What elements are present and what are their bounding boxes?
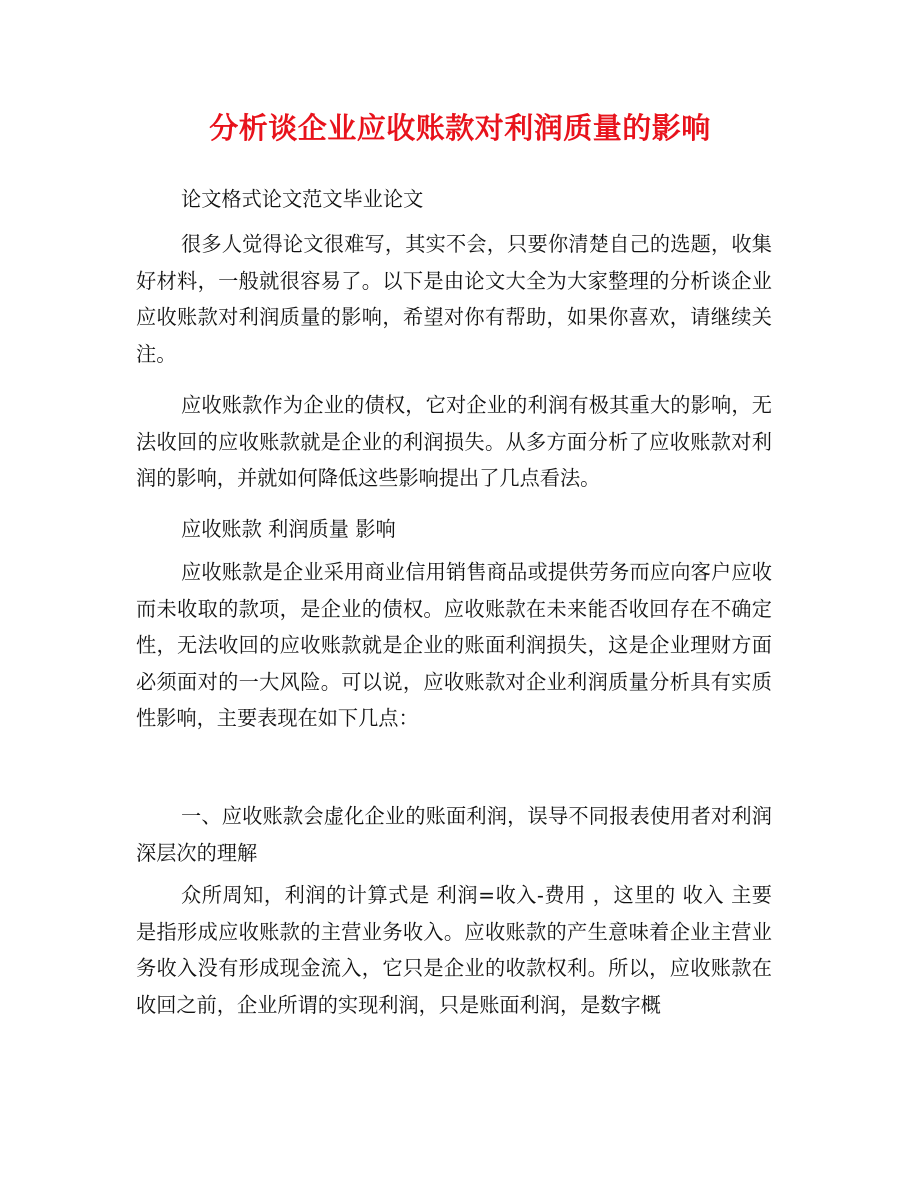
section-heading-one: 一、应收账款会虚化企业的账面利润，误导不同报表使用者对利润深层次的理解 xyxy=(136,804,772,865)
paragraph-keywords: 应收账款 利润质量 影响 xyxy=(181,517,396,541)
document-title: 分析谈企业应收账款对利润质量的影响 xyxy=(209,111,711,145)
paragraph-intro: 很多人觉得论文很难写，其实不会，只要你清楚自己的选题，收集好材料，一般就很容易了。以下是由论文大全为大家整理的分析谈企业应收账款对利润质量的影响，希望对你有帮助，如果你喜欢，请继续关注。 xyxy=(136,232,772,366)
paragraph-category: 论文格式论文范文毕业论文 xyxy=(181,187,424,211)
paragraph-profit-formula: 众所周知，利润的计算式是 利润=收入-费用 ，这里的 收入 主要是指形成应收账款的主营业务收入。应收账款的产生意味着企业主营业务收入没有形成现金流入，它只是企业的收款权利。所以，应收账款在收回之前，企业所谓的实现利润，只是账面利润，是数字概 xyxy=(136,883,772,1017)
paragraph-definition: 应收账款是企业采用商业信用销售商品或提供劳务而应向客户应收而未收取的款项，是企业的债权。应收账款在未来能否收回存在不确定性，无法收回的应收账款就是企业的账面利润损失，这是企业理财方面必须面对的一大风险。可以说，应收账款对企业利润质量分析具有实质性影响，主要表现在如下几点： xyxy=(136,560,772,730)
paragraph-abstract: 应收账款作为企业的债权，它对企业的利润有极其重大的影响，无法收回的应收账款就是企业的利润损失。从多方面分析了应收账款对利润的影响，并就如何降低这些影响提出了几点看法。 xyxy=(136,393,772,490)
